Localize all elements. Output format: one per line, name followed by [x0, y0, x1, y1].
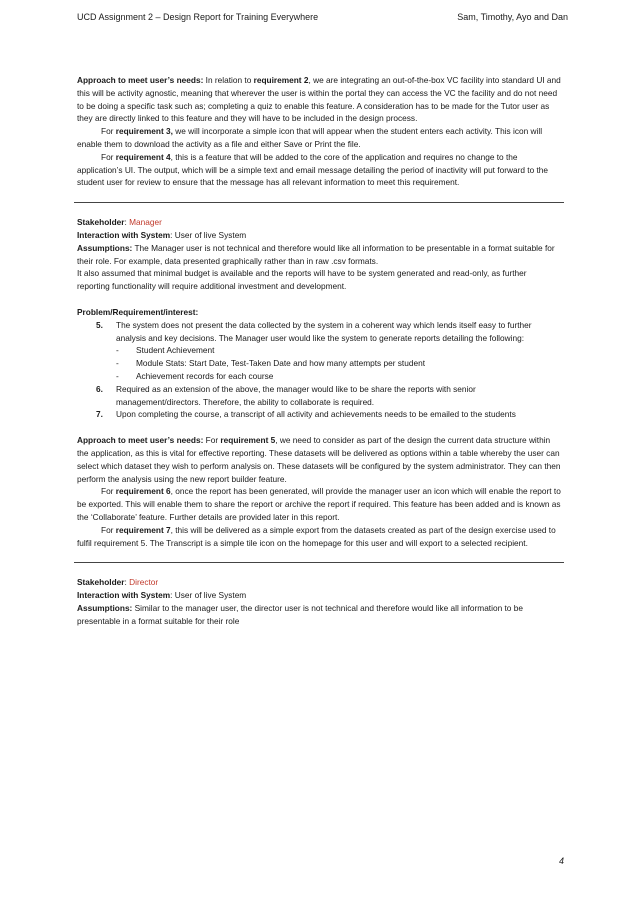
- manager-assumptions: Assumptions: The Manager user is not technical and therefore would like all information to be presentable in a format suitable for their role. For example, data presented graphically rather than in raw .csv formats.: [77, 242, 555, 266]
- list-item: - Achievement records for each course: [116, 370, 274, 381]
- approach-paragraph-1: Approach to meet user’s needs: In relation to requirement 2, we are integrating an out-of-the-box VC facility into standard UI and this will be activity agnostic, meaning that wherever the user is within the portal they can access the VC the facility and do not need to be doing a specific task such as; completing a quiz to enable this feature. A consideration has to be made for the Tutor user as they are directly linked to this feature and they will have to be included in the design process.: [77, 75, 561, 124]
- page-number: 4: [558, 856, 564, 866]
- manager-interaction: Interaction with System: User of live System: [77, 229, 247, 240]
- stakeholder-name: Director: [129, 577, 159, 588]
- list-item: - Module Stats: Start Date, Test-Taken Date and how many attempts per student: [116, 358, 426, 369]
- list-item: 7. Upon completing the course, a transcript of all activity and achievements needs to be emailed to the students: [96, 409, 516, 420]
- list-item: - Student Achievement: [116, 345, 215, 356]
- manager-approach-3: For requirement 7, this will be delivered as a simple export from the datasets created as part of the design exercise used to fulfil requirement 5. The Transcript is a simple tile icon on the homepage for this user and will export to a selected recipient.: [77, 524, 556, 548]
- director-interaction: Interaction with System: User of live System: [77, 590, 247, 601]
- page-content: [77, 74, 561, 627]
- director-stakeholder: Stakeholder: Director: [77, 577, 159, 588]
- page-header: [77, 12, 568, 26]
- approach-label: Approach to meet user’s needs:: [77, 75, 204, 85]
- manager-stakeholder: Stakeholder: Manager: [77, 217, 162, 228]
- approach-paragraph-2: For requirement 3, we will incorporate a simple icon that will appear when the student enters each activity. This icon will enable them to download the activity as a file and either Save or Print the file.: [77, 126, 543, 149]
- stakeholder-name: Manager: [129, 217, 162, 228]
- document-title: UCD Assignment 2 – Design Report for Training Everywhere: [77, 12, 319, 22]
- list-item: 6. Required as an extension of the above, the manager would like to be share the reports with senior management/directors. Therefore, the ability to collaborate is required.: [96, 383, 476, 407]
- authors: Sam, Timothy, Ayo and Dan: [457, 12, 568, 22]
- problem-heading: Problem/Requirement/interest:: [77, 306, 199, 317]
- manager-approach-2: For requirement 6, once the report has been generated, will provide the manager user an icon which will enable the report to be exported. This will enable them to share the report or archive the report if required. This feature has been added and is known as the ‘Collaborate’ feature. Further details are provided later in this report.: [77, 486, 561, 522]
- list-item: 5. The system does not present the data collected by the system in a coherent way which lends itself easy to further analysis and key decisions. The Manager user would like the system to generate reports detailing the following: - Student Achievement - Module Stats: Start Date, Test-Taken Date and how many attempts per student - Achievement records for each course: [77, 319, 561, 383]
- manager-approach-1: Approach to meet user’s needs: For requirement 5, we need to consider as part of the design the current data structure within the application, as this is vital for effective reporting. These datasets will be delivered as options within a table whereby the user can select which dataset they wish to perform analysis on. These datasets will be configured by the system administrator. They can then perform the analysis using the new report builder feature.: [77, 435, 561, 484]
- requirements-list: [77, 319, 561, 421]
- approach-paragraph-3: For requirement 4, this is a feature that will be added to the core of the application and requires no change to the application’s UI. The output, which will be a simple text and email message detailing the period of inactivity will put forward to the student user for review to ensure that the message has all relevant information to meet this requirement.: [77, 151, 549, 188]
- sub-list: [116, 344, 561, 382]
- director-assumptions: Assumptions: Similar to the manager user, the director user is not technical and therefore would like all information to be presentable in a format suitable for their role: [77, 602, 523, 626]
- manager-assumptions-continued: It also assumed that minimal budget is available and the reports will have to be system generated and read-only, as further reporting functionality will require additional investment and development.: [77, 268, 527, 292]
